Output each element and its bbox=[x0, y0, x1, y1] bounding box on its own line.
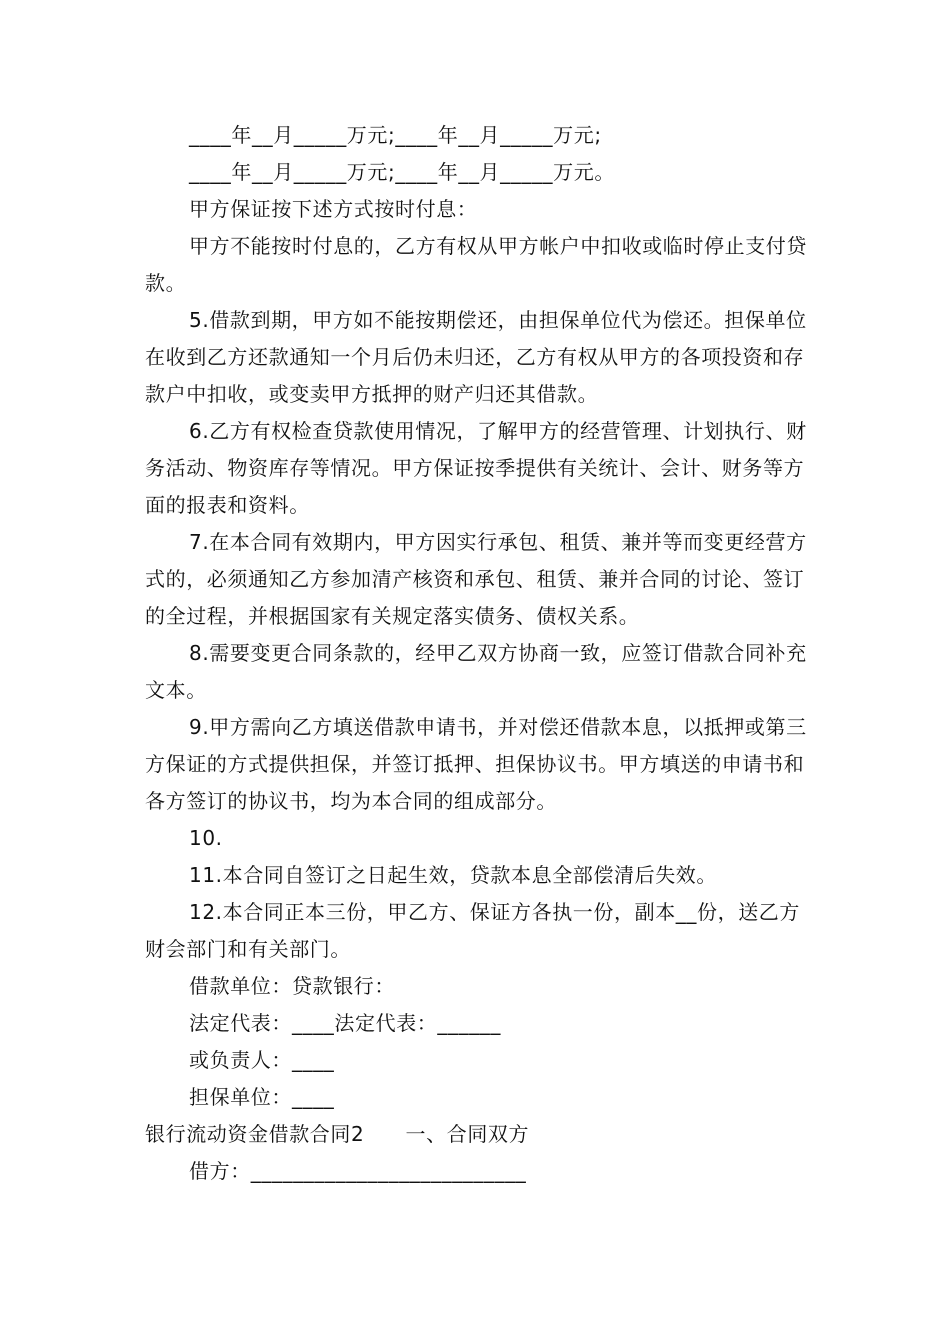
signature-guarantor: 担保单位：____ bbox=[189, 1085, 335, 1109]
contract-2-heading: 银行流动资金借款合同2 一、合同双方 bbox=[145, 1122, 530, 1146]
clause-8: 8.需要变更合同条款的，经甲乙双方协商一致，应签订借款合同补充文本。 bbox=[145, 641, 807, 702]
repayment-schedule-line-1: ____年__月_____万元;____年__月_____万元; bbox=[189, 123, 602, 147]
signature-responsible-person: 或负责人：____ bbox=[189, 1048, 335, 1072]
clause-10: 10. bbox=[189, 826, 223, 850]
document-body bbox=[145, 117, 810, 1190]
repayment-schedule-line-2: ____年__月_____万元;____年__月_____万元。 bbox=[189, 160, 615, 184]
clause-12: 12.本合同正本三份，甲乙方、保证方各执一份，副本__份，送乙方财会部门和有关部门。 bbox=[145, 900, 801, 961]
clause-9: 9.甲方需向乙方填送借款申请书，并对偿还借款本息，以抵押或第三方保证的方式提供担保，并签订抵押、担保协议书。甲方填送的申请书和各方签订的协议书，均为本合同的组成部分。 bbox=[145, 715, 807, 813]
late-interest-clause: 甲方不能按时付息的，乙方有权从甲方帐户中扣收或临时停止支付贷款。 bbox=[145, 234, 807, 295]
borrower-field: 借方：__________________________ bbox=[189, 1159, 527, 1183]
clause-11: 11.本合同自签订之日起生效，贷款本息全部偿清后失效。 bbox=[189, 863, 718, 887]
clause-7: 7.在本合同有效期内，甲方因实行承包、租赁、兼并等而变更经营方式的，必须通知乙方参加清产核资和承包、租赁、兼并合同的讨论、签订的全过程，并根据国家有关规定落实债务、债权关系。 bbox=[145, 530, 807, 628]
interest-payment-clause: 甲方保证按下述方式按时付息： bbox=[189, 197, 478, 221]
signature-legal-representative: 法定代表：____法定代表：______ bbox=[189, 1011, 501, 1035]
clause-6: 6.乙方有权检查贷款使用情况，了解甲方的经营管理、计划执行、财务活动、物资库存等情况。甲方保证按季提供有关统计、会计、财务等方面的报表和资料。 bbox=[145, 419, 807, 517]
clause-5: 5.借款到期，甲方如不能按期偿还，由担保单位代为偿还。担保单位在收到乙方还款通知一个月后仍未归还，乙方有权从甲方的各项投资和存款户中扣收，或变卖甲方抵押的财产归还其借款。 bbox=[145, 308, 807, 406]
signature-borrower-lender: 借款单位：贷款银行： bbox=[189, 974, 395, 998]
